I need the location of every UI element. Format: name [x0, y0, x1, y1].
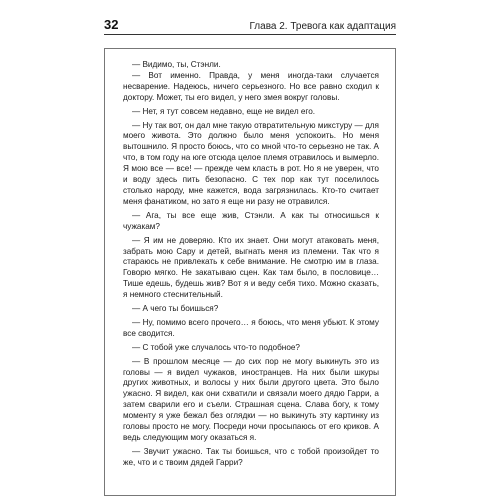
paragraph: — С тобой уже случалось что-то подобное?: [132, 342, 300, 352]
paragraph: — Ну так вот, он дал мне такую отвратительную микстуру — для моего живота. Это должно было меня успокоить. Но меня вытошнило. Я просто боюсь, что со мной что-то серьезно не так. А что, в том году на юге отсюда целое племя отравилось и вымерло. Я мою все — все! — прежде чем класть в рот. Но я не уверен, что и воду здесь пить безопасно. С тех пор как тут поселилось столько народу, мне кажется, вода загрязнилась. Кто-то считает меня фанатиком, но зато я еще ни разу не отравился.: [123, 120, 379, 206]
paragraph: — Вот именно. Правда, у меня иногда-таки случается несварение. Надеюсь, ничего серьезного. Но все равно сходил к доктору. Может, ты его видел, у него змея вокруг головы.: [123, 70, 379, 102]
paragraph: — Звучит ужасно. Так ты боишься, что с тобой произойдет то же, что и с твоим дядей Гарри?: [123, 446, 379, 467]
paragraph: — Ага, ты все еще жив, Стэнли. А как ты относишься к чужакам?: [123, 210, 379, 231]
paragraph: — В прошлом месяце — до сих пор не могу выкинуть это из головы — я видел чужаков, иностранцев. На них были шкуры других животных, и волосы у них были другого цвета. Это было ужасно. Я видел, как они схватили и связали моего дядю Гарри, а затем сварили его и съели. Страшная сцена. Слава богу, к тому моменту я уже бежал без оглядки — но выкинуть эту картинку из головы просто не могу. Посреди ночи просыпаюсь от его криков. А ведь следующим могу оказаться я.: [123, 356, 379, 442]
paragraph: — Нет, я тут совсем недавно, еще не видел его.: [132, 106, 316, 116]
running-head: Глава 2. Тревога как адаптация: [249, 21, 396, 32]
dialogue-text: [123, 60, 379, 469]
paragraph: — Я им не доверяю. Кто их знает. Они могут атаковать меня, забрать мою Сару и детей, выгнать меня из племени. Так что я стараюсь не привлекать к себе внимание. Не смотрю им в глаза. Говорю мягко. Не закатываю сцен. Как там было, в пословице… Тише едешь, будешь жив? Вот я и веду себя тихо. Можно сказать, я немного стеснительный.: [123, 235, 379, 300]
paragraph: — Ну, помимо всего прочего… я боюсь, что меня убьют. К этому все сводится.: [123, 317, 379, 338]
page-number: 32: [104, 17, 119, 32]
paragraph: — Видимо, ты, Стэнли.: [132, 60, 221, 69]
paragraph: — А чего ты боишься?: [132, 304, 219, 314]
page-header: [104, 8, 396, 32]
header-rule: [104, 34, 396, 35]
